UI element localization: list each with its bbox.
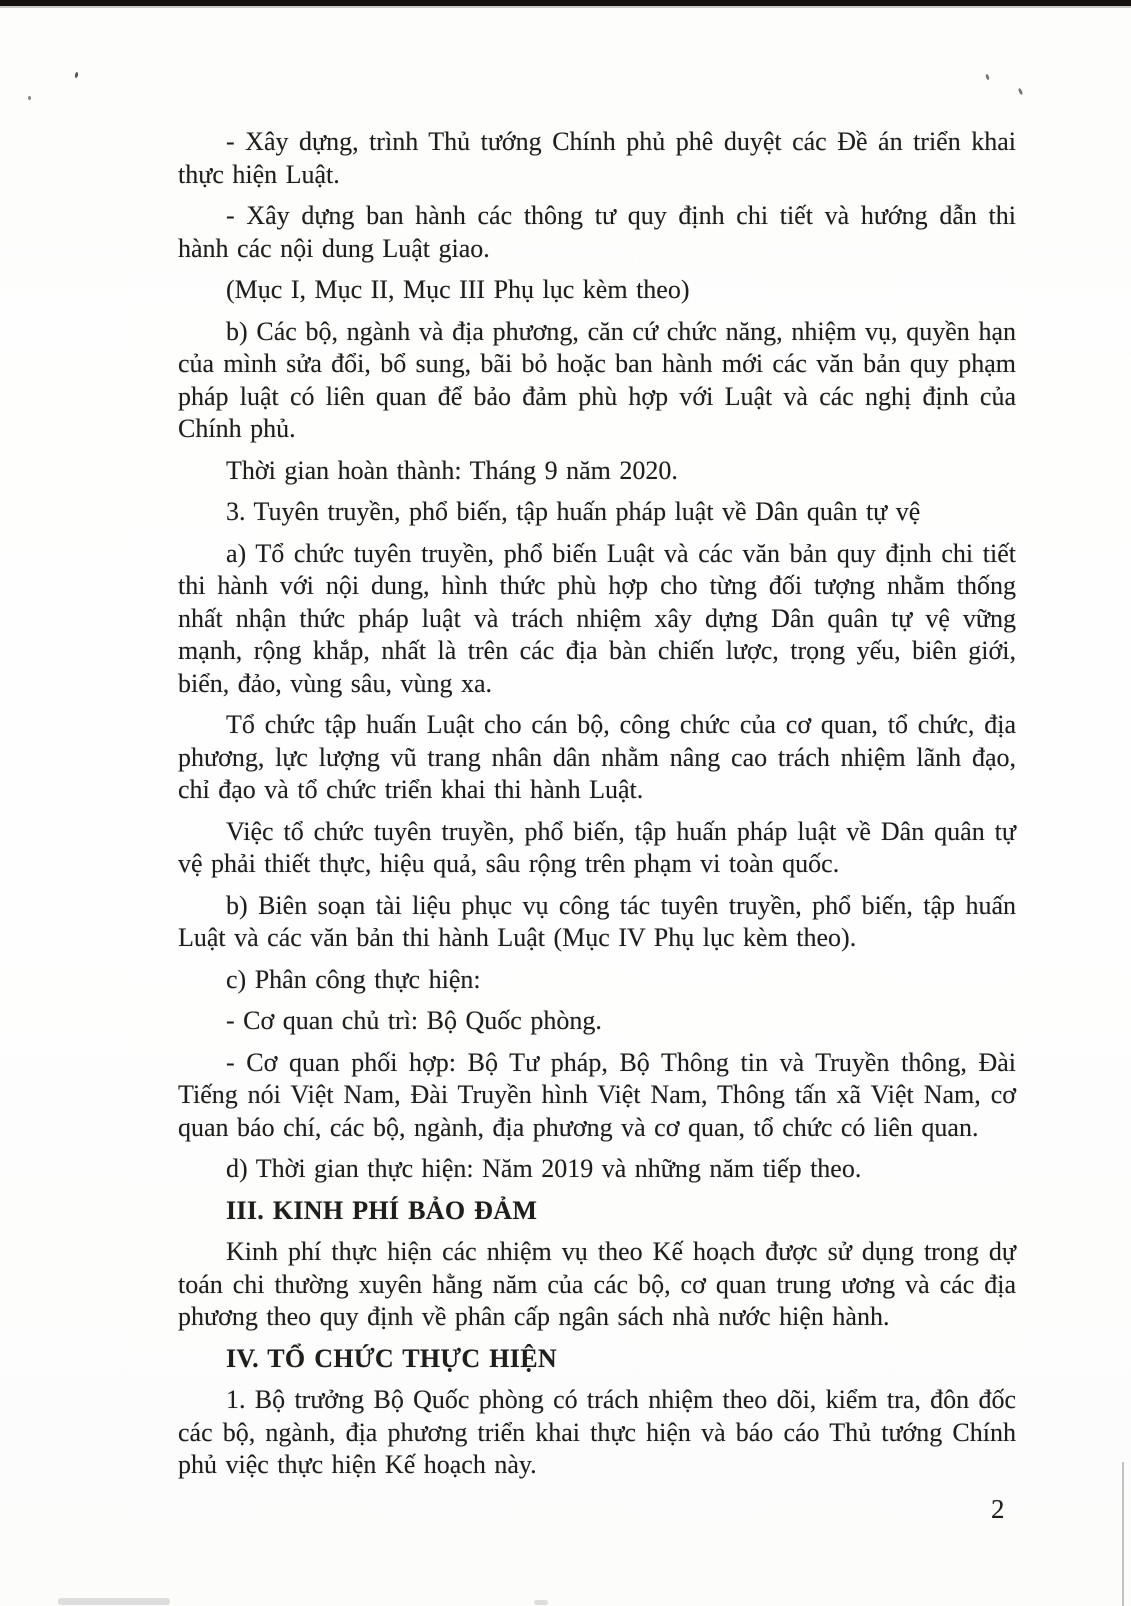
scan-speck: [985, 74, 990, 81]
paragraph-a-to-chuc-tuyen-truyen: a) Tổ chức tuyên truyền, phổ biến Luật và các văn bản quy định chi tiết thi hành với nội dung, hình thức phù hợp cho từng đối tượng nhằm thống nhất nhận thức pháp luật và trách nhiệm xây dựng Dân quân tự vệ vững mạnh, rộng khắp, nhất là trên các địa bàn chiến lược, trọng yếu, biên giới, biển, đảo, vùng sâu, vùng xa.: [178, 538, 1016, 698]
paragraph-b-bien-soan: b) Biên soạn tài liệu phục vụ công tác tuyên truyền, phổ biến, tập huấn Luật và các văn bản thi hành Luật (Mục IV Phụ lục kèm theo).: [178, 890, 1016, 952]
section-heading-iv-to-chuc: IV. TỔ CHỨC THỰC HIỆN: [226, 1343, 557, 1373]
paragraph-d-thoi-gian-thuc-hien: d) Thời gian thực hiện: Năm 2019 và những năm tiếp theo.: [226, 1154, 862, 1183]
page-number: 2: [991, 1494, 1005, 1524]
paragraph-co-quan-phoi-hop: - Cơ quan phối hợp: Bộ Tư pháp, Bộ Thông tin và Truyền thông, Đài Tiếng nói Việt Nam, Đài Truyền hình Việt Nam, Thông tấn xã Việt Nam, cơ quan báo chí, các bộ, ngành, địa phương và cơ quan, tổ chức có liên quan.: [178, 1047, 1016, 1142]
paragraph-1-bo-truong: 1. Bộ trưởng Bộ Quốc phòng có trách nhiệm theo dõi, kiểm tra, đôn đốc các bộ, ngành, địa phương triển khai thực hiện và báo cáo Thủ tướng Chính phủ việc thực hiện Kế hoạch này.: [178, 1385, 1016, 1479]
scan-smudge: [534, 1600, 548, 1605]
paragraph-de-an-trien-khai: - Xây dựng, trình Thủ tướng Chính phủ phê duyệt các Đề án triển khai thực hiện Luật.: [178, 127, 1016, 189]
paragraph-phu-luc-note: (Mục I, Mục II, Mục III Phụ lục kèm theo): [226, 275, 690, 304]
paragraph-3-tuyen-truyen: 3. Tuyên truyền, phổ biến, tập huấn pháp luật về Dân quân tự vệ: [226, 497, 921, 526]
section-heading-iii-kinh-phi: III. KINH PHÍ BẢO ĐẢM: [226, 1195, 538, 1225]
paragraph-co-quan-chu-tri: - Cơ quan chủ trì: Bộ Quốc phòng.: [226, 1006, 602, 1035]
document-body: [178, 126, 1016, 1491]
paragraph-thong-tu: - Xây dựng ban hành các thông tư quy định chi tiết và hướng dẫn thi hành các nội dung Luật giao.: [178, 201, 1016, 263]
scan-speck: [74, 72, 78, 78]
paragraph-viec-to-chuc: Việc tổ chức tuyên truyền, phổ biến, tập huấn pháp luật về Dân quân tự vệ phải thiết thực, hiệu quả, sâu rộng trên phạm vi toàn quốc.: [178, 816, 1016, 878]
paragraph-c-phan-cong: c) Phân công thực hiện:: [226, 964, 481, 994]
scan-smudge: [58, 1598, 170, 1605]
paragraph-kinh-phi-thuc-hien: Kinh phí thực hiện các nhiệm vụ theo Kế hoạch được sử dụng trong dự toán chi thường xuyên hằng năm của các bộ, cơ quan trung ương và các địa phương theo quy định về phân cấp ngân sách nhà nước hiện hành.: [178, 1237, 1016, 1331]
scan-speck: [28, 96, 31, 100]
paragraph-thoi-gian-hoan-thanh: Thời gian hoàn thành: Tháng 9 năm 2020.: [226, 455, 678, 485]
scan-edge-bar-top: [0, 0, 1131, 6]
scan-speck: [1018, 88, 1024, 96]
paragraph-to-chuc-tap-huan: Tổ chức tập huấn Luật cho cán bộ, công chức của cơ quan, tổ chức, địa phương, lực lượng vũ trang nhân dân nhằm nâng cao trách nhiệm lãnh đạo, chỉ đạo và tổ chức triển khai thi hành Luật.: [178, 710, 1016, 804]
scan-edge-line-right: [1122, 1462, 1124, 1606]
paragraph-b-cac-bo-nganh: b) Các bộ, ngành và địa phương, căn cứ chức năng, nhiệm vụ, quyền hạn của mình sửa đổi, bổ sung, bãi bỏ hoặc ban hành mới các văn bản quy phạm pháp luật có liên quan để bảo đảm phù hợp với Luật và các nghị định của Chính phủ.: [178, 316, 1016, 443]
